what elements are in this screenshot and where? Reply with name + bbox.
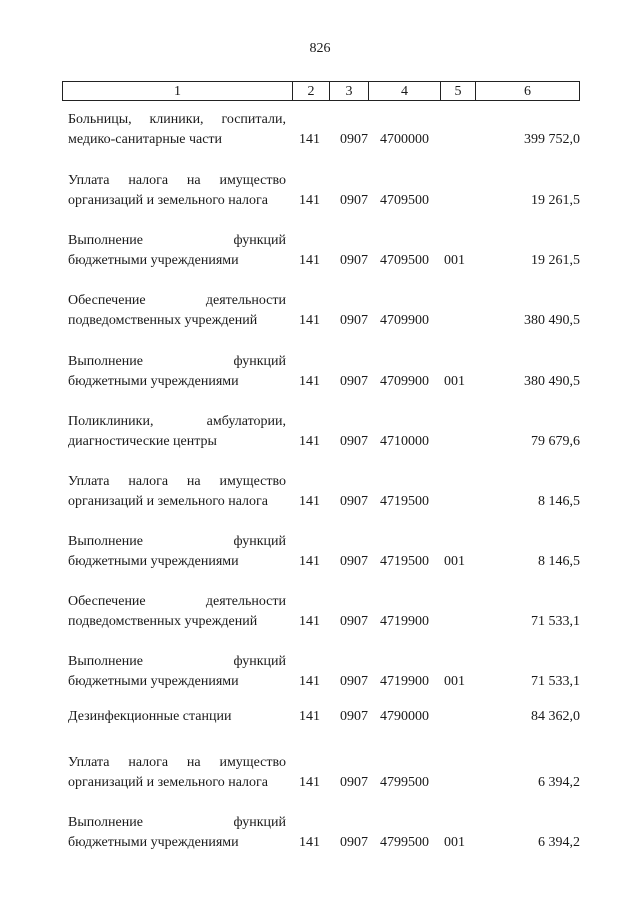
table-row (68, 412, 580, 452)
description-line-1: Выполнение функций (68, 654, 286, 669)
description-line-2: организаций и земельного налога (68, 775, 268, 790)
description-line-2: организаций и земельного налога (68, 494, 268, 509)
description-line-1: Выполнение функций (68, 354, 286, 369)
amount: 6 394,2 (538, 775, 580, 790)
description-line-1: Обеспечение деятельности (68, 293, 286, 308)
description-line-1: Уплата налога на имущество (68, 173, 286, 188)
expense-type-code: 001 (444, 253, 465, 268)
target-item-code: 4719500 (380, 554, 429, 569)
table-header (62, 81, 580, 101)
row-description (68, 412, 286, 452)
header-col-4: 4 (369, 82, 441, 100)
amount: 399 752,0 (524, 132, 580, 147)
description-line-2: бюджетными учреждениями (68, 374, 239, 389)
description-line-1: Больницы, клиники, госпитали, (68, 112, 286, 127)
target-item-code: 4709500 (380, 193, 429, 208)
row-description (68, 753, 286, 793)
section-code: 0907 (340, 374, 368, 389)
row-description (68, 110, 286, 150)
amount: 71 533,1 (531, 614, 580, 629)
amount: 6 394,2 (538, 835, 580, 850)
ministry-code: 141 (299, 835, 320, 850)
ministry-code: 141 (299, 674, 320, 689)
description-line-1: Уплата налога на имущество (68, 474, 286, 489)
row-description (68, 532, 286, 572)
target-item-code: 4719500 (380, 494, 429, 509)
header-col-2: 2 (293, 82, 330, 100)
table-row (68, 707, 580, 747)
target-item-code: 4709500 (380, 253, 429, 268)
description-line-1: Выполнение функций (68, 233, 286, 248)
row-description (68, 472, 286, 512)
ministry-code: 141 (299, 374, 320, 389)
header-col-3: 3 (330, 82, 369, 100)
description-line-2: подведомственных учреждений (68, 313, 258, 328)
section-code: 0907 (340, 835, 368, 850)
description-line-1: Выполнение функций (68, 815, 286, 830)
amount: 19 261,5 (531, 253, 580, 268)
ministry-code: 141 (299, 554, 320, 569)
amount: 19 261,5 (531, 193, 580, 208)
table-row (68, 352, 580, 392)
ministry-code: 141 (299, 193, 320, 208)
expense-type-code: 001 (444, 835, 465, 850)
description-line-2: диагностические центры (68, 434, 217, 449)
table-row (68, 592, 580, 632)
section-code: 0907 (340, 434, 368, 449)
amount: 79 679,6 (531, 434, 580, 449)
description-line-1: Обеспечение деятельности (68, 594, 286, 609)
section-code: 0907 (340, 494, 368, 509)
description-line-1: Выполнение функций (68, 534, 286, 549)
table-row (68, 110, 580, 150)
header-col-5: 5 (441, 82, 476, 100)
target-item-code: 4709900 (380, 374, 429, 389)
table-row (68, 532, 580, 572)
section-code: 0907 (340, 193, 368, 208)
table-row (68, 231, 580, 271)
ministry-code: 141 (299, 775, 320, 790)
amount: 8 146,5 (538, 494, 580, 509)
row-description (68, 652, 286, 692)
description-line-2: бюджетными учреждениями (68, 253, 239, 268)
description-line-2: подведомственных учреждений (68, 614, 258, 629)
row-description (68, 592, 286, 632)
target-item-code: 4799500 (380, 775, 429, 790)
section-code: 0907 (340, 775, 368, 790)
description-line-2: бюджетными учреждениями (68, 835, 239, 850)
target-item-code: 4719900 (380, 614, 429, 629)
amount: 380 490,5 (524, 374, 580, 389)
table-row (68, 291, 580, 331)
row-description (68, 813, 286, 853)
target-item-code: 4790000 (380, 709, 429, 724)
page-number: 826 (309, 41, 331, 56)
description-line-2: бюджетными учреждениями (68, 674, 239, 689)
ministry-code: 141 (299, 132, 320, 147)
section-code: 0907 (340, 709, 368, 724)
amount: 84 362,0 (531, 709, 580, 724)
target-item-code: 4719900 (380, 674, 429, 689)
row-description (68, 707, 286, 727)
table-row (68, 171, 580, 211)
amount: 71 533,1 (531, 674, 580, 689)
section-code: 0907 (340, 253, 368, 268)
row-description (68, 231, 286, 271)
expense-type-code: 001 (444, 674, 465, 689)
section-code: 0907 (340, 674, 368, 689)
description-line-1: Уплата налога на имущество (68, 755, 286, 770)
header-col-6: 6 (524, 84, 531, 99)
section-code: 0907 (340, 554, 368, 569)
section-code: 0907 (340, 132, 368, 147)
target-item-code: 4710000 (380, 434, 429, 449)
target-item-code: 4700000 (380, 132, 429, 147)
description-line-1: Дезинфекционные станции (68, 709, 232, 724)
ministry-code: 141 (299, 614, 320, 629)
header-col-1: 1 (63, 82, 293, 100)
table-row (68, 652, 580, 692)
section-code: 0907 (340, 313, 368, 328)
row-description (68, 291, 286, 331)
ministry-code: 141 (299, 253, 320, 268)
expense-type-code: 001 (444, 374, 465, 389)
section-code: 0907 (340, 614, 368, 629)
table-row (68, 813, 580, 853)
expense-type-code: 001 (444, 554, 465, 569)
description-line-2: медико-санитарные части (68, 132, 223, 147)
amount: 380 490,5 (524, 313, 580, 328)
table-row (68, 472, 580, 512)
row-description (68, 352, 286, 392)
ministry-code: 141 (299, 313, 320, 328)
row-description (68, 171, 286, 211)
ministry-code: 141 (299, 434, 320, 449)
ministry-code: 141 (299, 709, 320, 724)
description-line-2: организаций и земельного налога (68, 193, 268, 208)
description-line-1: Поликлиники, амбулатории, (68, 414, 286, 429)
target-item-code: 4709900 (380, 313, 429, 328)
table-row (68, 753, 580, 793)
amount: 8 146,5 (538, 554, 580, 569)
description-line-2: бюджетными учреждениями (68, 554, 239, 569)
ministry-code: 141 (299, 494, 320, 509)
target-item-code: 4799500 (380, 835, 429, 850)
